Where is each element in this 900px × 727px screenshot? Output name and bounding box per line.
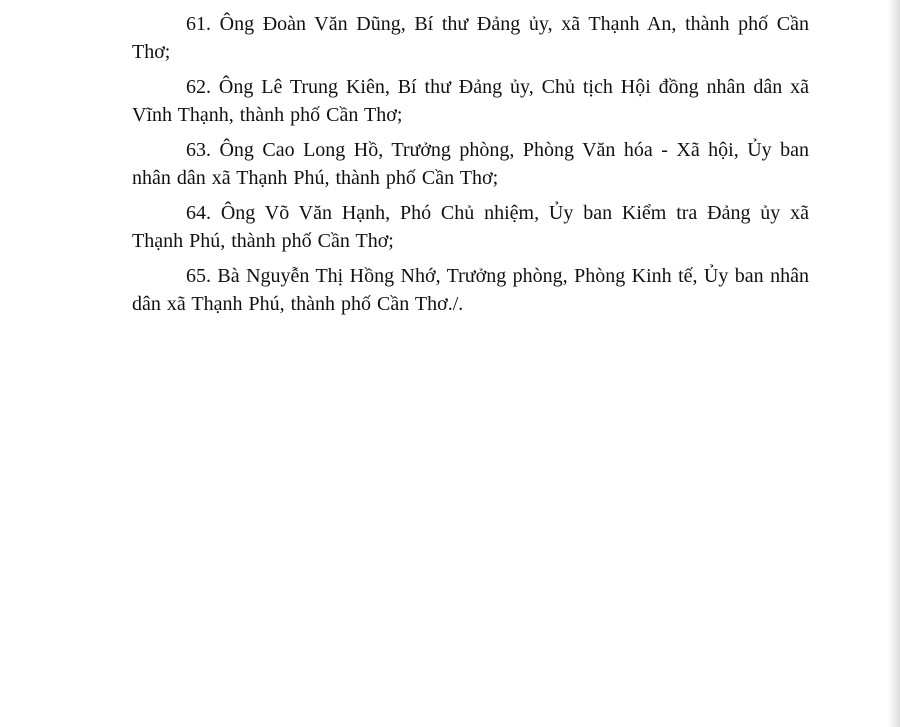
list-item-62: 62. Ông Lê Trung Kiên, Bí thư Đảng ủy, Chủ tịch Hội đồng nhân dân xã Vĩnh Thạnh, thành phố Cần Thơ;	[132, 76, 809, 126]
list-item-64: 64. Ông Võ Văn Hạnh, Phó Chủ nhiệm, Ủy ban Kiểm tra Đảng ủy xã Thạnh Phú, thành phố Cần Thơ;	[132, 202, 809, 252]
list-item-61: 61. Ông Đoàn Văn Dũng, Bí thư Đảng ủy, xã Thạnh An, thành phố Cần Thơ;	[132, 13, 809, 63]
list-item-65: 65. Bà Nguyễn Thị Hồng Nhớ, Trưởng phòng, Phòng Kinh tế, Ủy ban nhân dân xã Thạnh Phú, thành phố Cần Thơ./.	[132, 265, 809, 315]
page-edge-shadow	[888, 0, 900, 727]
list-item-63: 63. Ông Cao Long Hồ, Trưởng phòng, Phòng Văn hóa - Xã hội, Ủy ban nhân dân xã Thạnh Phú, thành phố Cần Thơ;	[132, 139, 809, 189]
document-body	[132, 10, 809, 325]
